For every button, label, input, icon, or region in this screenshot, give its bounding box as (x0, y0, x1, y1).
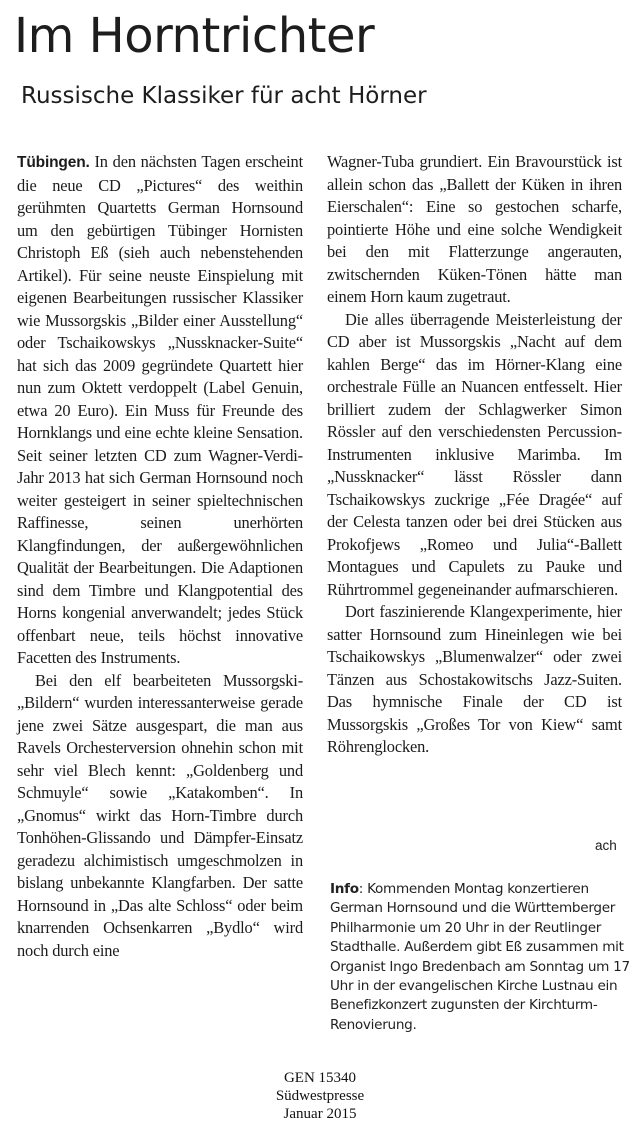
author-signature: ach (595, 838, 617, 853)
article-paragraph (17, 151, 303, 670)
article-headline: Im Horntrichter (14, 8, 375, 64)
source-date: Januar 2015 (283, 1106, 357, 1122)
dateline: Tübingen. (17, 154, 90, 171)
article-paragraph: Die alles überragende Meisterleistung der CD aber ist Mussorgskis „Nacht auf dem kahlen Berge“ das im Hörner-Klang eine orchestrale Fülle an Nuancen entfesselt. Hier brilliert zudem der Schlagwerker Simon Rössler auf den verschiedensten Percussion-Instrumenten inklusive Marimba. Im „Nussknacker“ lässt Rössler dann Tschaikowskys zuckrige „Fée Dragée“ auf der Celesta tanzen oder bei drei Stücken aus Prokofjews „Romeo und Julia“-Ballett Montagues und Capulets zu Pauke und Rührtrommel gegeneinander aufmarschieren. (327, 309, 622, 599)
article-paragraph: Wagner-Tuba grundiert. Ein Bravourstück ist allein schon das „Ballett der Küken in ihren Eierschalen“: Eine so gestochen scharfe, pointierte Höhe und eine solche Wendigkeit bei den mit Flatterzunge angerauten, zwitschernden Küken-Tönen hätte man einem Horn kaum zugetraut. (327, 152, 622, 306)
source-note (0, 1069, 640, 1123)
paragraph-text: In den nächsten Tagen erscheint die neue CD „Pictures“ des weithin gerühmten Quartetts German Hornsound um den gebürtigen Tübinger Hornisten Christoph Eß (sieh auch nebenstehenden Artikel). Für seine neuste Einspielung mit eigenen Bearbeitungen russischer Klassiker wie Mussorgskis „Bilder einer Ausstellung“ oder Tschaikowskys „Nussknacker-Suite“ hat sich das 2009 gegründete Quartett hier nun zum Oktett verdoppelt (Label Genuin, etwa 20 Euro). Ein Muss für Freunde des Hornklangs und eine echte kleine Sensation. Seit seiner letzten CD zum Wagner-Verdi-Jahr 2013 hat sich German Hornsound noch weiter gesteigert in seiner spieltechnischen Raffinesse, seinen unerhörten Klangfindungen, der außergewöhnlichen Qualität der Bearbeitungen. Die Adaptionen sind dem Timbre und Klangpotential des Horns kongenial anverwandelt; jedes Stück offenbart neue, teils höchst innovative Facetten des Instruments. (17, 152, 303, 667)
article-paragraph: Bei den elf bearbeiteten Mussorgski-„Bildern“ wurden interessanterweise gerade jene zwei Sätze ausgespart, die man aus Ravels Orchesterversion ohnehin schon mit sehr viel Blech kennt: „Goldenberg und Schmuyle“ sowie „Katakomben“. In „Gnomus“ wirkt das Horn-Timbre durch Tonhöhen-Glissando und Dämpfer-Einsatz geradezu alchimistisch umgeschmolzen in bislang unbekannte Klangfarben. Der satte Hornsound in „Das alte Schloss“ oder beim knarrenden Ochsenkarren „Bydlo“ wird noch durch eine (17, 670, 303, 960)
article-subheadline: Russische Klassiker für acht Hörner (21, 83, 427, 109)
info-label: Info (330, 881, 359, 897)
info-text: : Kommenden Montag konzertieren German Hornsound und die Württemberger Philharmonie um 20 Uhr in der Reutlinger Stadthalle. Außerdem gibt Eß zusammen mit Organist Ingo Bredenbach am Sonntag um 17 Uhr in der evangelischen Kirche Lustnau ein Benefizkonzert zugunsten der Kirchturm-Renovierung. (330, 881, 630, 1033)
article-paragraph: Dort faszinierende Klangexperimente, hier satter Hornsound zum Hineinlegen wie bei Tschaikowskys „Blumenwalzer“ oder zwei Tänzen aus Schostakowitschs Jazz-Suiten. Das hymnische Finale der CD ist Mussorgskis „Großes Tor von Kiew“ samt Röhrenglocken. (327, 602, 622, 756)
article-column-right (327, 151, 622, 759)
source-publication: Südwestpresse (275, 1088, 365, 1104)
info-box (330, 880, 630, 1035)
source-archive-id: GEN 15340 (283, 1070, 357, 1086)
article-column-left (17, 151, 303, 962)
